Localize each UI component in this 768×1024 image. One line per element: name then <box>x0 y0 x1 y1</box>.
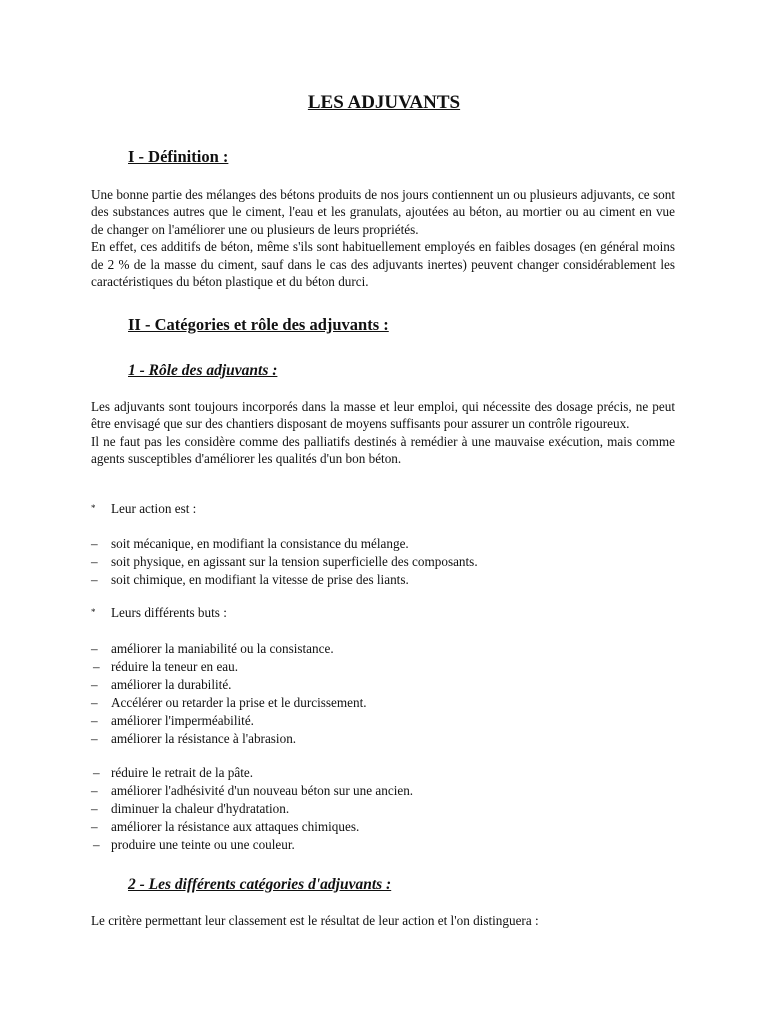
list-item <box>91 800 691 818</box>
list-item-text: améliorer l'imperméabilité. <box>111 713 254 728</box>
list-item-text: Accélérer ou retarder la prise et le durcissement. <box>111 695 367 710</box>
list-item-text: soit chimique, en modifiant la vitesse de prise des liants. <box>111 572 409 587</box>
list-item <box>91 553 691 571</box>
list-item-text: réduire la teneur en eau. <box>111 659 239 674</box>
paragraph: Une bonne partie des mélanges des bétons produits de nos jours contiennent un ou plusieurs adjuvants, ce sont des substances autres que le ciment, l'eau et les granulats, ajoutées au béton, au mortier ou au ciment en vue de changer on l'améliorer une ou plusieurs de leurs propriétés. <box>91 187 675 237</box>
heading-categories-role: II - Catégories et rôle des adjuvants : <box>128 315 389 334</box>
paragraph: Le critère permettant leur classement est le résultat de leur action et l'on distinguera : <box>91 913 539 928</box>
list-item-text: améliorer la résistance aux attaques chimiques. <box>111 819 360 834</box>
list-item-text: améliorer la maniabilité ou la consistance. <box>111 641 334 656</box>
list-item <box>91 694 691 712</box>
heading-categories: 2 - Les différents catégories d'adjuvants : <box>128 876 392 893</box>
list-item <box>91 571 691 589</box>
dash-bullet: – <box>91 713 98 728</box>
list-item-text: diminuer la chaleur d'hydratation. <box>111 801 290 816</box>
role-text <box>91 398 675 468</box>
list-item <box>91 730 691 748</box>
list-item <box>91 676 691 694</box>
goals-list-2 <box>91 764 691 854</box>
list-item-text: soit mécanique, en modifiant la consistance du mélange. <box>111 536 409 551</box>
list-item-text: réduire le retrait de la pâte. <box>111 765 254 780</box>
document-title: LES ADJUVANTS <box>307 92 461 113</box>
dash-bullet: – <box>91 554 98 569</box>
list-item <box>91 712 691 730</box>
paragraph: Il ne faut pas les considère comme des palliatifs destinés à remédier à une mauvaise exécution, mais comme agents susceptibles d'améliorer les qualités d'un bon béton. <box>91 433 675 467</box>
dash-bullet: – <box>93 765 100 780</box>
list-item <box>91 535 691 553</box>
list-item-text: améliorer la durabilité. <box>111 677 232 692</box>
list-item <box>91 764 691 782</box>
paragraph: En effet, ces additifs de béton, même s'ils sont habituellement employés en faibles dosages (en général moins de 2 % de la masse du ciment, sauf dans le cas des adjuvants inertes) peuvent changer considérablement les caractéristiques du béton plastique et du béton durci. <box>91 239 675 290</box>
dash-bullet: – <box>91 695 98 710</box>
list-item <box>91 658 691 676</box>
action-list <box>91 535 691 589</box>
list-item <box>91 640 691 658</box>
list-intro-text: Leurs différents buts : <box>111 605 227 620</box>
paragraph: Les adjuvants sont toujours incorporés dans la masse et leur emploi, qui nécessite des dosage précis, ne peut être envisagé que sur des chantiers disposant de moyens suffisants pour assurer un contrôle rigoureux. <box>91 399 675 432</box>
dash-bullet: – <box>93 837 100 852</box>
dash-bullet: – <box>91 731 98 746</box>
list-intro-text: Leur action est : <box>111 501 197 516</box>
dash-bullet: – <box>93 659 100 674</box>
list-item <box>91 836 691 854</box>
dash-bullet: – <box>91 536 98 551</box>
list-item-text: améliorer la résistance à l'abrasion. <box>111 731 297 746</box>
list-item-text: soit physique, en agissant sur la tension superficielle des composants. <box>111 554 478 569</box>
action-intro <box>91 500 691 519</box>
dash-bullet: – <box>91 641 98 656</box>
list-item <box>91 818 691 836</box>
definition-text <box>91 186 675 290</box>
categories-intro <box>91 912 691 930</box>
goals-list-1 <box>91 640 691 748</box>
dash-bullet: – <box>91 677 98 692</box>
heading-role: 1 - Rôle des adjuvants : <box>128 362 278 379</box>
dash-bullet: – <box>91 572 98 587</box>
dash-bullet: – <box>91 819 98 834</box>
dash-bullet: – <box>91 801 98 816</box>
asterisk-bullet: * <box>91 607 96 617</box>
asterisk-bullet: * <box>91 503 96 513</box>
list-item-text: produire une teinte ou une couleur. <box>111 837 295 852</box>
list-item-text: améliorer l'adhésivité d'un nouveau béton sur une ancien. <box>111 783 414 798</box>
dash-bullet: – <box>91 783 98 798</box>
goals-intro <box>91 604 691 623</box>
heading-definition: I - Définition : <box>128 147 229 166</box>
list-item <box>91 782 691 800</box>
